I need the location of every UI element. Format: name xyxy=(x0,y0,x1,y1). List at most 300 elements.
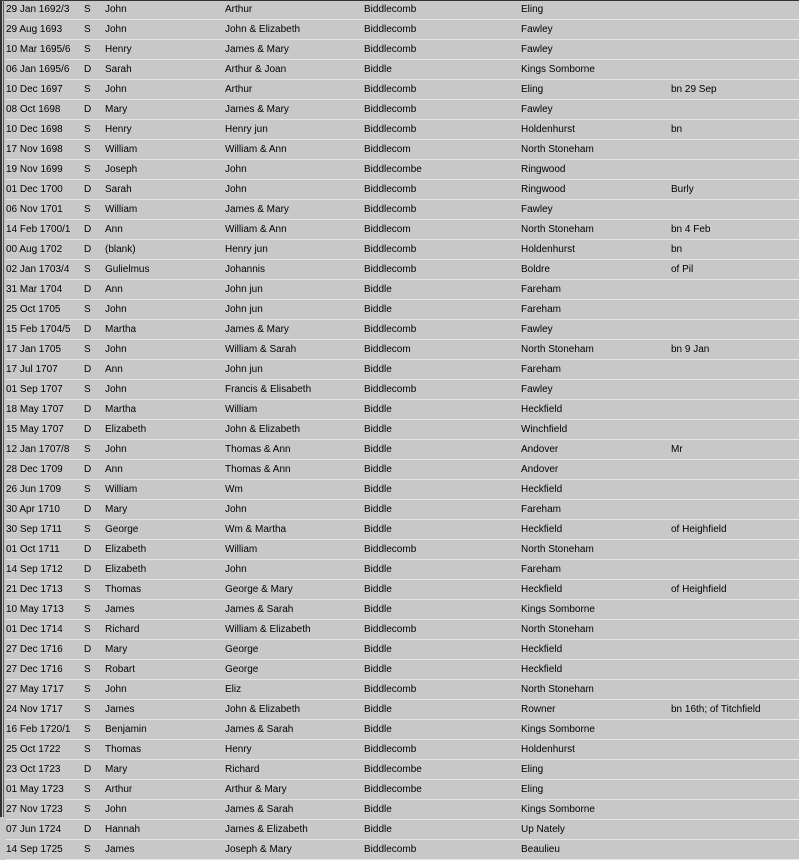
table-row[interactable] xyxy=(6,280,799,300)
cell-parents: John & Elizabeth xyxy=(225,424,301,435)
cell-parents: George xyxy=(225,664,259,675)
table-row[interactable] xyxy=(6,620,799,640)
cell-date: 14 Sep 1712 xyxy=(6,564,63,575)
table-row[interactable] xyxy=(6,400,799,420)
table-row[interactable] xyxy=(6,340,799,360)
table-row[interactable] xyxy=(6,100,799,120)
cell-place: North Stoneham xyxy=(521,684,594,695)
cell-parents: William & Ann xyxy=(225,224,287,235)
cell-name: (blank) xyxy=(105,244,136,255)
cell-parents: Arthur & Joan xyxy=(225,64,287,75)
cell-surname: Biddlecom xyxy=(364,224,411,235)
cell-notes xyxy=(671,420,799,440)
cell-notes xyxy=(671,380,799,400)
cell-surname: Biddlecomb xyxy=(364,4,417,15)
cell-name: Martha xyxy=(105,404,137,415)
cell-place: Fareham xyxy=(521,364,562,375)
cell-name: John xyxy=(105,304,127,315)
cell-type: S xyxy=(84,84,91,95)
cell-date: 26 Jun 1709 xyxy=(6,484,62,495)
table-row[interactable] xyxy=(6,600,799,620)
cell-name: Thomas xyxy=(105,584,142,595)
cell-date: 07 Jun 1724 xyxy=(6,824,62,835)
cell-parents: John jun xyxy=(225,284,263,295)
cell-name: Ann xyxy=(105,284,123,295)
table-row[interactable] xyxy=(6,820,799,840)
cell-date: 18 May 1707 xyxy=(6,404,64,415)
cell-type: S xyxy=(84,4,91,15)
cell-date: 01 Sep 1707 xyxy=(6,384,63,395)
cell-name: John xyxy=(105,804,127,815)
cell-notes: of Heighfield xyxy=(671,524,727,535)
cell-type: S xyxy=(84,444,91,455)
cell-surname: Biddlecomb xyxy=(364,204,417,215)
cell-place: Holdenhurst xyxy=(521,744,575,755)
cell-date: 16 Feb 1720/1 xyxy=(6,724,71,735)
cell-type: S xyxy=(84,264,91,275)
cell-surname: Biddlecombe xyxy=(364,784,422,795)
cell-name: John xyxy=(105,684,127,695)
cell-date: 27 Nov 1723 xyxy=(6,804,63,815)
cell-date: 01 Dec 1714 xyxy=(6,624,63,635)
cell-place: Fawley xyxy=(521,384,553,395)
cell-type: S xyxy=(84,144,91,155)
cell-type: S xyxy=(84,604,91,615)
cell-type: S xyxy=(84,584,91,595)
cell-place: Heckfield xyxy=(521,404,563,415)
cell-name: Ann xyxy=(105,224,123,235)
table-row[interactable] xyxy=(6,80,799,100)
cell-surname: Biddlecomb xyxy=(364,324,417,335)
cell-name: Joseph xyxy=(105,164,138,175)
cell-notes xyxy=(671,480,799,500)
cell-notes xyxy=(671,60,799,80)
cell-date: 24 Nov 1717 xyxy=(6,704,63,715)
cell-type: S xyxy=(84,664,91,675)
table-row[interactable] xyxy=(6,580,799,600)
cell-surname: Biddle xyxy=(364,524,392,535)
cell-parents: Henry xyxy=(225,744,252,755)
cell-surname: Biddle xyxy=(364,604,392,615)
cell-parents: Henry jun xyxy=(225,244,268,255)
cell-date: 27 May 1717 xyxy=(6,684,64,695)
cell-name: William xyxy=(105,144,138,155)
cell-surname: Biddle xyxy=(364,564,392,575)
table-row[interactable] xyxy=(6,540,799,560)
table-row[interactable] xyxy=(6,40,799,60)
table-row[interactable] xyxy=(6,260,799,280)
cell-parents: James & Sarah xyxy=(225,604,294,615)
table-row[interactable] xyxy=(6,720,799,740)
cell-notes xyxy=(671,100,799,120)
table-row[interactable] xyxy=(6,140,799,160)
cell-type: D xyxy=(84,644,92,655)
cell-surname: Biddlecomb xyxy=(364,744,417,755)
cell-date: 21 Dec 1713 xyxy=(6,584,63,595)
cell-place: Heckfield xyxy=(521,644,563,655)
cell-notes xyxy=(671,780,799,800)
cell-date: 10 Dec 1697 xyxy=(6,84,63,95)
cell-date: 06 Nov 1701 xyxy=(6,204,63,215)
cell-notes xyxy=(671,660,799,680)
cell-place: Fareham xyxy=(521,284,562,295)
cell-date: 12 Jan 1707/8 xyxy=(6,444,70,455)
cell-parents: Thomas & Ann xyxy=(225,464,291,475)
cell-notes: bn xyxy=(671,124,683,135)
cell-name: John xyxy=(105,24,127,35)
cell-name: James xyxy=(105,604,135,615)
cell-name: Elizabeth xyxy=(105,424,147,435)
cell-parents: John xyxy=(225,504,247,515)
cell-type: D xyxy=(84,244,92,255)
cell-type: S xyxy=(84,164,91,175)
cell-surname: Biddlecomb xyxy=(364,384,417,395)
table-row[interactable] xyxy=(6,520,799,540)
cell-surname: Biddle xyxy=(364,404,392,415)
cell-notes xyxy=(671,20,799,40)
cell-place: Fawley xyxy=(521,204,553,215)
cell-parents: James & Mary xyxy=(225,104,289,115)
cell-surname: Biddle xyxy=(364,664,392,675)
cell-type: D xyxy=(84,764,92,775)
cell-parents: Wm & Martha xyxy=(225,524,287,535)
cell-parents: William & Ann xyxy=(225,144,287,155)
cell-parents: Richard xyxy=(225,764,260,775)
cell-notes xyxy=(671,620,799,640)
cell-place: Rowner xyxy=(521,704,556,715)
cell-surname: Biddlecomb xyxy=(364,84,417,95)
cell-notes: bn xyxy=(671,244,683,255)
cell-place: Holdenhurst xyxy=(521,124,575,135)
cell-parents: Wm xyxy=(225,484,243,495)
cell-type: D xyxy=(84,824,92,835)
cell-notes: bn 4 Feb xyxy=(671,224,711,235)
cell-parents: John jun xyxy=(225,304,263,315)
cell-name: Benjamin xyxy=(105,724,147,735)
cell-notes: Burly xyxy=(671,184,694,195)
cell-date: 27 Dec 1716 xyxy=(6,644,63,655)
cell-name: Robart xyxy=(105,664,136,675)
cell-name: Martha xyxy=(105,324,137,335)
table-row[interactable] xyxy=(6,740,799,760)
cell-notes xyxy=(671,360,799,380)
grid-left-border xyxy=(3,0,4,817)
cell-parents: Eliz xyxy=(225,684,242,695)
table-row[interactable] xyxy=(6,360,799,380)
cell-name: Elizabeth xyxy=(105,544,147,555)
cell-date: 10 Dec 1698 xyxy=(6,124,63,135)
cell-parents: William & Elizabeth xyxy=(225,624,311,635)
cell-place: Heckfield xyxy=(521,524,563,535)
cell-parents: James & Sarah xyxy=(225,724,294,735)
cell-surname: Biddle xyxy=(364,304,392,315)
cell-date: 10 May 1713 xyxy=(6,604,64,615)
cell-name: George xyxy=(105,524,139,535)
cell-parents: John xyxy=(225,564,247,575)
cell-date: 29 Jan 1692/3 xyxy=(6,4,70,15)
cell-type: S xyxy=(84,384,91,395)
cell-place: Andover xyxy=(521,444,559,455)
cell-notes xyxy=(671,720,799,740)
cell-type: S xyxy=(84,724,91,735)
cell-type: S xyxy=(84,784,91,795)
cell-name: Elizabeth xyxy=(105,564,147,575)
cell-parents: George & Mary xyxy=(225,584,293,595)
cell-type: S xyxy=(84,24,91,35)
table-row[interactable] xyxy=(6,20,799,40)
cell-name: Henry xyxy=(105,44,132,55)
cell-type: S xyxy=(84,684,91,695)
cell-parents: Francis & Elisabeth xyxy=(225,384,312,395)
cell-name: John xyxy=(105,4,127,15)
cell-notes: of Heighfield xyxy=(671,584,727,595)
cell-type: D xyxy=(84,504,92,515)
table-row[interactable] xyxy=(6,180,799,200)
cell-date: 06 Jan 1695/6 xyxy=(6,64,70,75)
cell-surname: Biddlecomb xyxy=(364,684,417,695)
cell-date: 29 Aug 1693 xyxy=(6,24,63,35)
cell-surname: Biddle xyxy=(364,464,392,475)
cell-parents: Johannis xyxy=(225,264,266,275)
table-row[interactable] xyxy=(6,320,799,340)
cell-date: 17 Nov 1698 xyxy=(6,144,63,155)
cell-date: 30 Sep 1711 xyxy=(6,524,62,535)
cell-type: D xyxy=(84,224,92,235)
cell-type: D xyxy=(84,404,92,415)
cell-name: Mary xyxy=(105,104,128,115)
cell-name: James xyxy=(105,704,135,715)
cell-surname: Biddlecomb xyxy=(364,44,417,55)
table-row[interactable] xyxy=(6,500,799,520)
cell-surname: Biddlecomb xyxy=(364,624,417,635)
cell-notes: of Pil xyxy=(671,264,694,275)
cell-parents: John jun xyxy=(225,364,263,375)
cell-notes xyxy=(671,320,799,340)
cell-place: Fareham xyxy=(521,304,562,315)
cell-date: 02 Jan 1703/4 xyxy=(6,264,70,275)
table-row[interactable] xyxy=(6,160,799,180)
cell-surname: Biddle xyxy=(364,584,392,595)
cell-type: S xyxy=(84,204,91,215)
cell-name: Henry xyxy=(105,124,132,135)
cell-date: 01 Dec 1700 xyxy=(6,184,63,195)
cell-date: 23 Oct 1723 xyxy=(6,764,61,775)
cell-notes: bn 16th; of Titchfield xyxy=(671,704,761,715)
cell-parents: James & Mary xyxy=(225,204,289,215)
cell-type: D xyxy=(84,564,92,575)
table-row[interactable] xyxy=(6,660,799,680)
cell-place: Fawley xyxy=(521,104,553,115)
cell-type: D xyxy=(84,424,92,435)
cell-name: Mary xyxy=(105,764,128,775)
cell-date: 01 Oct 1711 xyxy=(6,544,60,555)
cell-parents: John & Elizabeth xyxy=(225,24,301,35)
cell-parents: James & Sarah xyxy=(225,804,294,815)
cell-notes xyxy=(671,300,799,320)
cell-name: Sarah xyxy=(105,184,132,195)
cell-surname: Biddlecom xyxy=(364,144,411,155)
cell-notes xyxy=(671,760,799,780)
cell-place: North Stoneham xyxy=(521,224,594,235)
table-row[interactable] xyxy=(6,440,799,460)
cell-surname: Biddle xyxy=(364,804,392,815)
cell-date: 14 Sep 1725 xyxy=(6,844,63,855)
cell-surname: Biddle xyxy=(364,364,392,375)
cell-type: S xyxy=(84,524,91,535)
cell-type: D xyxy=(84,544,92,555)
cell-place: Fareham xyxy=(521,504,562,515)
cell-notes xyxy=(671,540,799,560)
cell-name: Gulielmus xyxy=(105,264,150,275)
table-row[interactable] xyxy=(6,460,799,480)
cell-place: Eling xyxy=(521,4,544,15)
cell-date: 14 Feb 1700/1 xyxy=(6,224,71,235)
cell-surname: Biddlecomb xyxy=(364,244,417,255)
cell-place: Boldre xyxy=(521,264,550,275)
cell-parents: Arthur xyxy=(225,4,253,15)
cell-type: S xyxy=(84,704,91,715)
table-row[interactable] xyxy=(6,220,799,240)
cell-notes xyxy=(671,840,799,860)
cell-parents: Joseph & Mary xyxy=(225,844,292,855)
cell-parents: James & Mary xyxy=(225,44,289,55)
cell-place: Kings Somborne xyxy=(521,724,595,735)
cell-date: 25 Oct 1722 xyxy=(6,744,61,755)
cell-surname: Biddle xyxy=(364,504,392,515)
cell-place: Kings Somborne xyxy=(521,64,595,75)
cell-place: Kings Somborne xyxy=(521,604,595,615)
cell-notes xyxy=(671,680,799,700)
table-row[interactable] xyxy=(6,0,799,20)
cell-place: Fawley xyxy=(521,24,553,35)
cell-type: D xyxy=(84,104,92,115)
cell-type: S xyxy=(84,344,91,355)
table-row[interactable] xyxy=(6,840,799,860)
cell-name: Mary xyxy=(105,504,128,515)
cell-place: Winchfield xyxy=(521,424,568,435)
cell-surname: Biddle xyxy=(364,484,392,495)
table-row[interactable] xyxy=(6,60,799,80)
cell-notes xyxy=(671,600,799,620)
cell-surname: Biddle xyxy=(364,424,392,435)
cell-date: 00 Aug 1702 xyxy=(6,244,63,255)
cell-date: 10 Mar 1695/6 xyxy=(6,44,71,55)
cell-name: James xyxy=(105,844,135,855)
cell-name: John xyxy=(105,84,127,95)
table-body xyxy=(6,0,799,860)
cell-type: D xyxy=(84,464,92,475)
cell-name: Ann xyxy=(105,464,123,475)
cell-name: Richard xyxy=(105,624,140,635)
cell-notes xyxy=(671,500,799,520)
cell-date: 19 Nov 1699 xyxy=(6,164,63,175)
cell-notes xyxy=(671,160,799,180)
cell-name: Arthur xyxy=(105,784,133,795)
table-row[interactable] xyxy=(6,680,799,700)
cell-place: Ringwood xyxy=(521,164,566,175)
cell-parents: John xyxy=(225,184,247,195)
cell-surname: Biddle xyxy=(364,64,392,75)
cell-notes xyxy=(671,280,799,300)
table-row[interactable] xyxy=(6,300,799,320)
cell-type: D xyxy=(84,364,92,375)
cell-place: Up Nately xyxy=(521,824,565,835)
cell-name: John xyxy=(105,444,127,455)
cell-date: 17 Jan 1705 xyxy=(6,344,62,355)
cell-place: Fawley xyxy=(521,44,553,55)
cell-surname: Biddlecomb xyxy=(364,544,417,555)
table-row[interactable] xyxy=(6,700,799,720)
cell-surname: Biddle xyxy=(364,724,392,735)
cell-name: William xyxy=(105,484,138,495)
cell-surname: Biddle xyxy=(364,284,392,295)
table-row[interactable] xyxy=(6,120,799,140)
cell-notes: Mr xyxy=(671,444,683,455)
cell-surname: Biddlecomb xyxy=(364,24,417,35)
cell-place: Holdenhurst xyxy=(521,244,575,255)
cell-parents: William xyxy=(225,404,258,415)
cell-name: John xyxy=(105,344,127,355)
cell-place: Eling xyxy=(521,764,544,775)
table-row[interactable] xyxy=(6,240,799,260)
cell-notes xyxy=(671,200,799,220)
cell-type: S xyxy=(84,804,91,815)
cell-type: S xyxy=(84,484,91,495)
cell-place: Fawley xyxy=(521,324,553,335)
cell-type: S xyxy=(84,304,91,315)
cell-parents: John xyxy=(225,164,247,175)
table-row[interactable] xyxy=(6,480,799,500)
table-row[interactable] xyxy=(6,420,799,440)
cell-notes: bn 9 Jan xyxy=(671,344,710,355)
cell-surname: Biddlecombe xyxy=(364,764,422,775)
cell-date: 28 Dec 1709 xyxy=(6,464,63,475)
cell-place: Eling xyxy=(521,84,544,95)
table-row[interactable] xyxy=(6,780,799,800)
cell-date: 15 Feb 1704/5 xyxy=(6,324,71,335)
table-row[interactable] xyxy=(6,640,799,660)
cell-date: 08 Oct 1698 xyxy=(6,104,61,115)
cell-surname: Biddlecomb xyxy=(364,124,417,135)
cell-date: 30 Apr 1710 xyxy=(6,504,60,515)
cell-surname: Biddle xyxy=(364,704,392,715)
cell-parents: William xyxy=(225,544,258,555)
cell-parents: Thomas & Ann xyxy=(225,444,291,455)
cell-place: North Stoneham xyxy=(521,624,594,635)
table-row[interactable] xyxy=(6,560,799,580)
cell-place: North Stoneham xyxy=(521,544,594,555)
cell-date: 15 May 1707 xyxy=(6,424,64,435)
table-row[interactable] xyxy=(6,760,799,780)
cell-parents: John & Elizabeth xyxy=(225,704,301,715)
cell-notes xyxy=(671,40,799,60)
cell-name: John xyxy=(105,384,127,395)
cell-notes xyxy=(671,140,799,160)
cell-notes: bn 29 Sep xyxy=(671,84,717,95)
cell-notes xyxy=(671,820,799,840)
cell-notes xyxy=(671,460,799,480)
cell-date: 25 Oct 1705 xyxy=(6,304,61,315)
cell-surname: Biddlecombe xyxy=(364,164,422,175)
cell-parents: Arthur xyxy=(225,84,253,95)
table-row[interactable] xyxy=(6,380,799,400)
table-row[interactable] xyxy=(6,200,799,220)
cell-type: D xyxy=(84,64,92,75)
cell-name: William xyxy=(105,204,138,215)
cell-place: Fareham xyxy=(521,564,562,575)
cell-notes xyxy=(671,0,799,20)
cell-place: Heckfield xyxy=(521,664,563,675)
